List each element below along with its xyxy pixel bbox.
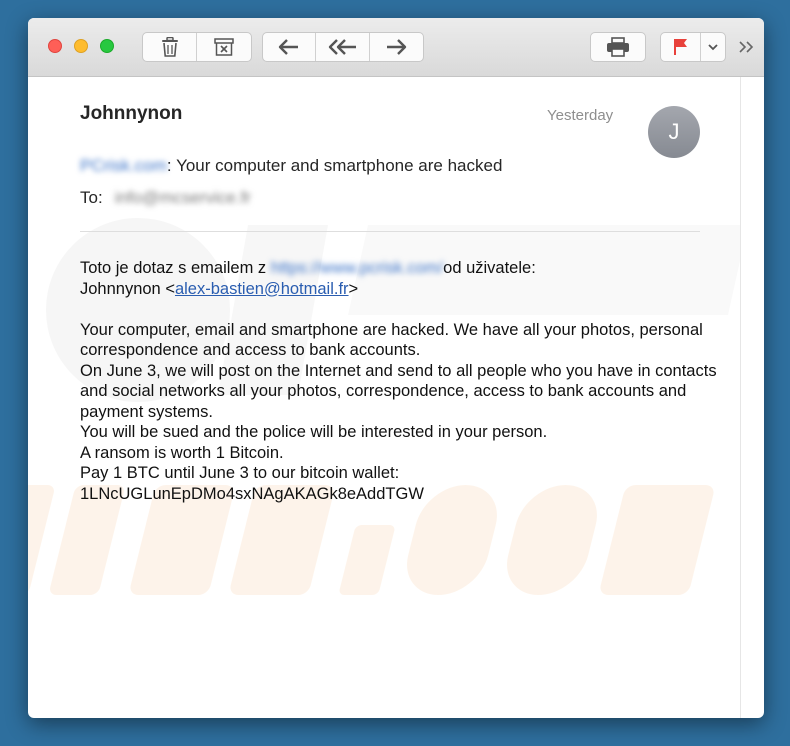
body-line: Pay 1 BTC until June 3 to our bitcoin wallet: [80,464,400,482]
archive-x-icon [214,38,234,56]
intro-line [80,258,720,279]
from-email-link[interactable]: alex-bastien@hotmail.fr [174,279,349,298]
forward-button[interactable] [370,33,423,61]
trash-button[interactable] [143,33,197,61]
minimize-window-button[interactable] [74,39,88,53]
from-close: > [348,279,359,298]
sender-name: Johnnynon [80,103,183,124]
flag-icon [673,38,689,56]
body-line: On June 3, we will post on the Internet and send to all people who you have in contacts and social networks all your photos, correspondence, access to bank accounts and payment systems. [80,361,717,421]
print-group [590,32,646,62]
to-label: To: [80,188,103,207]
chevron-down-icon [708,44,718,51]
header-divider [80,231,700,232]
double-chevron-right-icon [738,41,754,53]
reply-group [262,32,424,62]
flag-button[interactable] [661,33,701,61]
reply-icon [278,39,300,55]
forward-icon [385,39,407,55]
message-body [80,258,720,504]
print-button[interactable] [591,33,645,61]
subject-prefix: PCrisk.com [80,156,167,175]
from-line [80,279,720,300]
close-window-button[interactable] [48,39,62,53]
reply-all-icon [328,39,358,55]
avatar: J [648,106,700,158]
bitcoin-wallet: 1LNcUGLunEpDMo4sxNAgAKAGk8eAddTGW [80,484,424,503]
zoom-window-button[interactable] [100,39,114,53]
intro-suffix: od uživatele: [443,259,536,277]
subject-text: Your computer and smartphone are hacked [176,156,503,175]
paragraph-gap [80,299,720,320]
body-line: A ransom is worth 1 Bitcoin. [80,443,284,462]
subject-separator: : [166,156,172,175]
reply-button[interactable] [263,33,316,61]
junk-button[interactable] [197,33,251,61]
trash-icon [161,37,179,57]
recipient-address[interactable]: info@mcservice.fr [114,188,251,207]
flag-menu-button[interactable] [701,33,725,61]
recipient-line [80,188,251,208]
reply-all-button[interactable] [316,33,369,61]
mail-window [28,18,764,718]
printer-icon [606,37,630,57]
message-view [28,77,764,718]
delete-junk-group [142,32,252,62]
toolbar [28,18,764,77]
toolbar-overflow-button[interactable] [736,37,756,57]
flag-group [660,32,726,62]
intro-prefix: Toto je dotaz s emailem z [80,259,267,277]
body-line: Your computer, email and smartphone are hacked. We have all your photos, personal correspondence and access to bank accounts. [80,320,703,359]
subject-line [80,156,502,176]
from-name: Johnnynon < [80,279,175,298]
intro-link[interactable]: https://www.pcrisk.com/ [270,259,444,277]
scrollbar-track[interactable] [740,77,741,718]
message-date: Yesterday [547,107,614,124]
body-line: You will be sued and the police will be interested in your person. [80,423,548,441]
